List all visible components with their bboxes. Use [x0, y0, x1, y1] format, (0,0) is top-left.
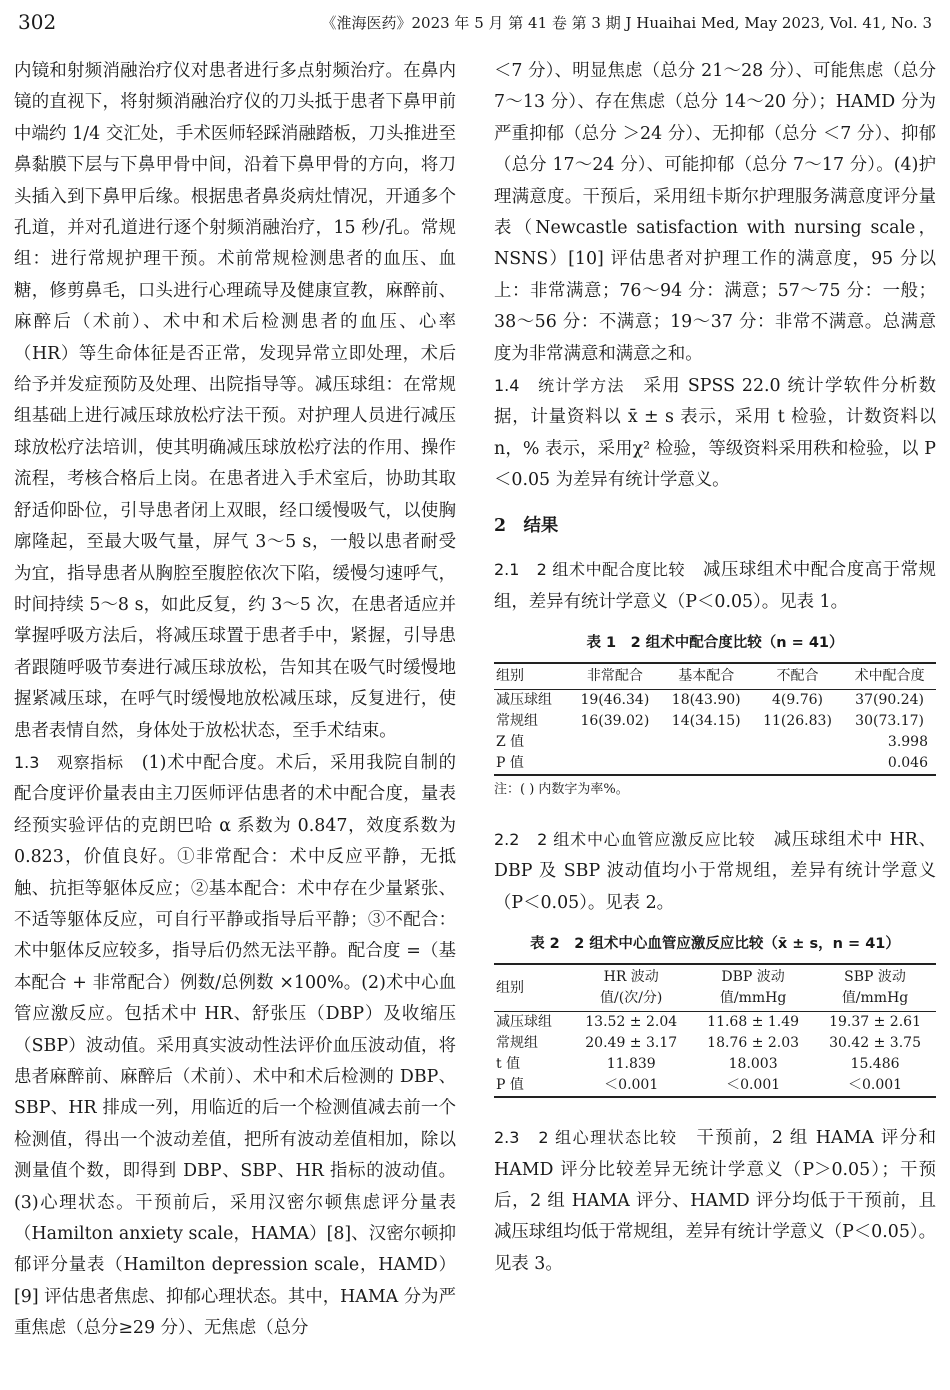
table-row: [494, 1012, 936, 1034]
table-header-cell: 组别: [494, 964, 570, 1012]
table-header-cell: 不配合: [752, 663, 843, 690]
table-cell: 30.42 ± 3.75: [829, 1035, 921, 1052]
page-header: [14, 8, 936, 42]
table-cell: 30(73.17): [855, 712, 924, 729]
table-header-cell: 基本配合: [661, 663, 752, 690]
table-1-note: 注：( ) 内数字为率%。: [494, 781, 629, 797]
header-line: 值/(次/分): [600, 990, 663, 1007]
table-cell: 16(39.02): [580, 712, 650, 729]
table-cell: 18.76 ± 2.03: [707, 1035, 800, 1052]
table-cell: 13.52 ± 2.04: [585, 1014, 678, 1031]
paragraph-methods-intervention: 内镜和射频消融治疗仪对患者进行多点射频治疗。在鼻内镜的直视下，将射频消融治疗仪的刀头抵于患者下鼻甲前中端约 1/4 交汇处，手术医师轻踩消融踏板，刀头推进至鼻黏膜下层与下鼻甲骨中间，沿着下鼻甲骨的方向，将刀头插入到下鼻甲后缘。根据患者鼻炎病灶情况，开通多个孔道，并对孔道进行逐个射频消融治疗，15 秒/孔。常规组：进行常规护理干预。术前常规检测患者的血压、血糖，修剪鼻毛，口头进行心理疏导及健康宣教，麻醉前、麻醉后（术前）、术中和术后检测患者的血压、心率（HR）等生命体征是否正常，发现异常立即处理，术后给予并发症预防及处理、出院指导等。减压球组：在常规组基础上进行减压球放松疗法干预。对护理人员进行减压球放松疗法培训，使其明确减压球放松疗法的作用、操作流程，考核合格后上岗。在患者进入手术室后，协助其取舒适仰卧位，引导患者闭上双眼，经口缓慢吸气，以使胸廓隆起，至最大吸气量，屏气 3～5 s，一般以患者耐受为宜，指导患者从胸腔至腹腔依次下陷，缓慢匀速呼气，时间持续 5～8 s，如此反复，约 3～5 次，在患者适应并掌握呼吸方法后，将减压球置于患者手中，紧握，引导患者跟随呼吸节奏进行减压球放松，告知其在吸气时缓慢地握紧减压球，在呼气时缓慢地放松减压球，反复进行，使患者表情自然，身体处于放松状态，至手术结束。: [14, 61, 456, 741]
table-header-cell: [814, 964, 936, 1012]
table-cell: ＜0.001: [692, 1075, 814, 1097]
table-cell: 11(26.83): [763, 712, 832, 729]
table-header-cell: 术中配合度: [843, 663, 936, 690]
header-line: SBP 波动: [844, 969, 906, 986]
table-cell: 14(34.15): [671, 712, 741, 729]
table-2-grid: [494, 963, 936, 1098]
table-header-cell: [692, 964, 814, 1012]
table-cell: 11.68 ± 1.49: [707, 1014, 800, 1031]
table-row: [494, 689, 936, 711]
table-cell: 37(90.24): [855, 691, 924, 708]
table-cell: 19.37 ± 2.61: [829, 1014, 921, 1031]
section-heading-results: 2 结果: [494, 515, 559, 536]
table-row: [494, 1054, 936, 1075]
table-cell: ＜0.001: [814, 1075, 936, 1097]
table-header-cell: 组别: [494, 663, 569, 690]
table-cell: 4(9.76): [772, 691, 824, 708]
table-cell: Z 值: [496, 733, 525, 750]
table-row: [494, 1033, 936, 1054]
table-cell: 常规组: [496, 1035, 538, 1052]
statistics-text: 采用 SPSS 22.0 统计学软件分析数据，计量资料以 x̄ ± s 表示，采用 t 检验，计数资料以 n，% 表示，采用χ² 检验，等级资料采用秩和检验，以 P＜0.05 为差异有统计学意义。: [494, 376, 936, 491]
subsection-heading-2-3: 2.3 2 组心理状态比较: [494, 1128, 678, 1148]
table-row: [494, 732, 936, 753]
header-line: DBP 波动: [721, 969, 785, 986]
table-cell: P 值: [494, 753, 569, 775]
cooperation-text: 减压球组术中配合度高于常规组，差异有统计学意义（P＜0.05）。见表 1。: [494, 560, 936, 612]
table-cell: t 值: [496, 1056, 521, 1073]
table-header-cell: [570, 964, 692, 1012]
subsection-heading-1-4: 1.4 统计学方法: [494, 376, 625, 396]
table-cell: 11.839: [606, 1056, 656, 1073]
table-cell: 0.046: [843, 753, 936, 775]
observation-indices-text: (1)术中配合度。术后，采用我院自制的配合度评价量表由主刀医师评估患者的术中配合度，量表经预实验评估的克朗巴哈 α 系数为 0.847，效度系数为 0.823，价值良好。①非常配合：术中反应平静，无抵触、抗拒等躯体反应；②基本配合：术中存在少量紧张、不适等躯体反应，可自行平静或指导后平静；③不配合：术中躯体反应较多，指导后仍然无法平静。配合度 =（基本配合 + 非常配合）例数/总例数 ×100%。(2)术中心血管应激反应。包括术中 HR、舒张压（DBP）及收缩压（SBP）波动值。采用真实波动性法评价血压波动值，将患者麻醉前、麻醉后（术前）、术中和术后检测的 DBP、SBP、HR 排成一列，用临近的后一个检测值减去前一个检测值，得出一个波动差值，把所有波动差值相加，除以测量值个数，即得到 DBP、SBP、HR 指标的波动值。(3)心理状态。干预前后，采用汉密尔顿焦虑评分量表（Hamilton anxiety scale，HAMA）[8]、汉密尔顿抑郁评分量表（Hamilton depression scale，HAMD）[9] 评估患者焦虑、抑郁心理状态。其中，HAMA 分为严重焦虑（总分≥29 分）、无焦虑（总分: [14, 752, 457, 1339]
paragraph-cardiovascular: [494, 824, 936, 919]
table-1-grid: [494, 662, 936, 776]
table-row: [494, 1075, 936, 1097]
paragraph-statistics: [494, 370, 936, 497]
right-column: [494, 56, 936, 1280]
table-row: [494, 711, 936, 732]
header-line: 值/mmHg: [719, 990, 787, 1007]
subsection-heading-2-1: 2.1 2 组术中配合度比较: [494, 560, 686, 580]
paragraph-psychological-state: [494, 1122, 936, 1280]
page-number: 302: [18, 10, 57, 34]
subsection-heading-1-3: 1.3 观察指标: [14, 752, 124, 772]
table-2: [494, 933, 936, 1098]
paragraph-observation-indices: [14, 747, 456, 1345]
table-header-cell: 非常配合: [569, 663, 660, 690]
table-cell: 减压球组: [496, 1014, 552, 1031]
left-column: [14, 56, 456, 1345]
table-cell: 减压球组: [496, 691, 552, 708]
cardiovascular-text: 减压球组术中 HR、DBP 及 SBP 波动值均小于常规组，差异有统计学意义（P＜0.05）。见表 2。: [494, 829, 936, 913]
subsection-heading-2-2: 2.2 2 组术中心血管应激反应比较: [494, 829, 756, 849]
table-cell: 15.486: [850, 1056, 900, 1073]
header-line: 值/mmHg: [841, 990, 909, 1007]
table-cell: P 值: [494, 1075, 570, 1097]
table-1: [494, 632, 936, 800]
psychological-state-text: 干预前，2 组 HAMA 评分和 HAMD 评分比较差异无统计学意义（P＞0.05）；干预后，2 组 HAMA 评分、HAMD 评分均低于干预前，且减压球组均低于常规组，差异有统计学意义（P＜0.05）。见表 3。: [494, 1128, 936, 1274]
table-1-caption: 表 1 2 组术中配合度比较（n = 41）: [586, 634, 844, 651]
table-cell: ＜0.001: [570, 1075, 692, 1097]
table-cell: 18.003: [728, 1056, 778, 1073]
table-cell: 19(46.34): [580, 691, 650, 708]
table-2-caption: 表 2 2 组术中心血管应激反应比较（x̄ ± s，n = 41）: [530, 936, 900, 953]
running-head: 《淮海医药》2023 年 5 月 第 41 卷 第 3 期 J Huaihai Med, May 2023, Vol. 41, No. 3: [321, 14, 932, 32]
paragraph-scales-continued: ＜7 分）、明显焦虑（总分 21～28 分）、可能焦虑（总分 7～13 分）、存在焦虑（总分 14～20 分）；HAMD 分为严重抑郁（总分 ＞24 分）、无抑郁（总分 ＜7 分）、抑郁（总分 17～24 分）、可能抑郁（总分 7～17 分）。(4)护理满意度。干预后，采用纽卡斯尔护理服务满意度评分量表（Newcastle satisfaction with nursing scale，NSNS）[10] 评估患者对护理工作的满意度，95 分以上：非常满意；76～94 分：满意；57～75 分：一般；38～56 分：不满意；19～37 分：非常不满意。总满意度为非常满意和满意之和。: [494, 61, 936, 364]
table-row: [494, 753, 936, 775]
table-cell: 20.49 ± 3.17: [585, 1035, 678, 1052]
paragraph-cooperation: [494, 554, 936, 618]
header-line: HR 波动: [603, 969, 659, 986]
table-cell: 18(43.90): [671, 691, 741, 708]
table-cell: 常规组: [496, 712, 538, 729]
table-cell: 3.998: [887, 733, 928, 750]
